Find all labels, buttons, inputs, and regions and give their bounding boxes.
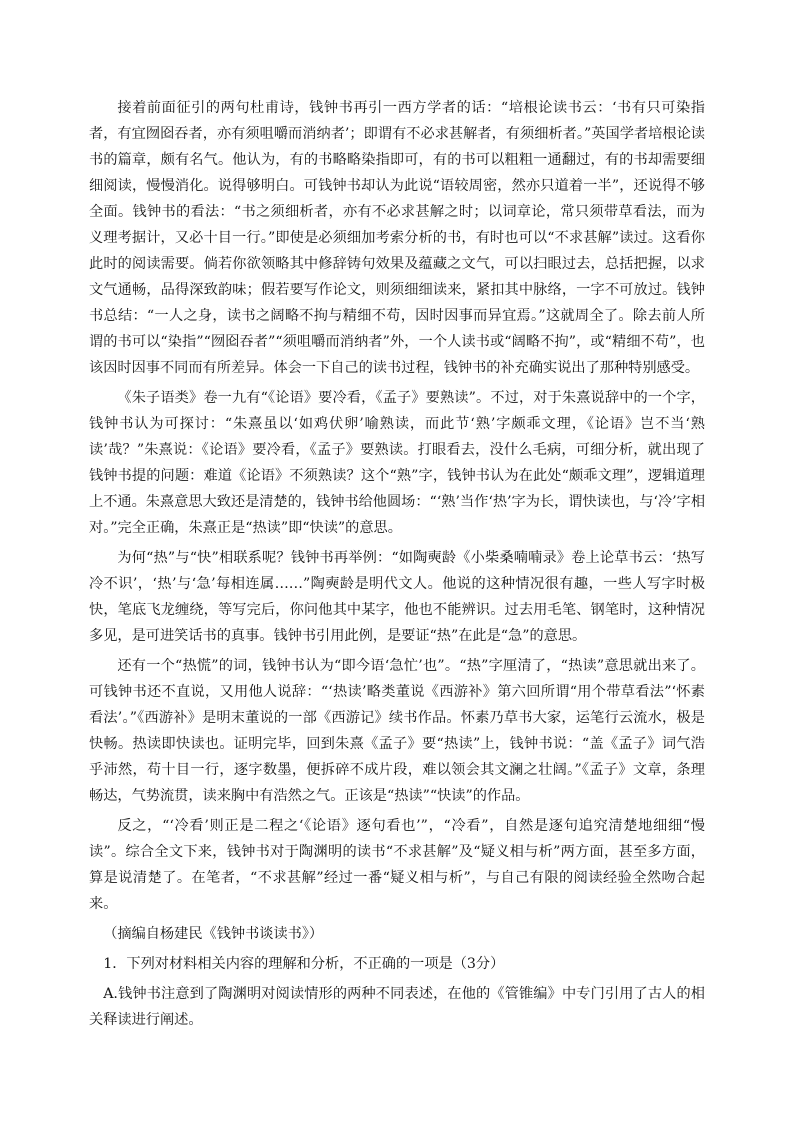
article-paragraph-2: 《朱子语类》卷一九有“《论语》要冷看，《孟子》要熟读”。不过，对于朱熹说辞中的一个字，钱钟书认为可探讨：“朱熹虽以‘如鸡伏卵’喻熟读，而此节‘熟’字颇乖文理，《论语》岂不当‘熟读’哉？”朱熹说：《论语》要冷看，《孟子》要熟读。打眼看去，没什么毛病，可细分析，就出现了钱钟书提的问题：难道《论语》不须熟读？这个“熟”字，钱钟书认为在此处“颇乖文理”，逻辑道理上不通。朱熹意思大致还是清楚的，钱钟书给他圆场：“‘熟’当作‘热’字为长，谓快读也，与‘冷’字相对。”完全正确，朱熹正是“热读”即“快读”的意思。 xyxy=(89,390,706,536)
question-stem: 1．下列对材料相关内容的理解和分析，不正确的一项是（3分） xyxy=(103,956,505,972)
article-paragraph-1: 接着前面征引的两句杜甫诗，钱钟书再引一西方学者的话：“培根论读书云：‘书有只可染指者，有宜囫囵吞者，亦有须咀嚼而消纳者’；即谓有不必求甚解者，有须细析者。”英国学者培根论读书的篇章，颇有名气。他认为，有的书略略染指即可，有的书可以粗粗一通翻过，有的书却需要细细阅读，慢慢消化。说得够明白。可钱钟书却认为此说“语较周密，然亦只道着一半”，还说得不够全面。钱钟书的看法：“书之须细析者，亦有不必求甚解之时；以词章论，常只须带草看法，而为义理考据计，又必十目一行。”即使是必须细加考索分析的书，有时也可以“不求甚解”读过。这看你此时的阅读需要。倘若你欲领略其中修辞铸句效果及蕴藏之文气，可以扫眼过去，总括把握，以求文气通畅，品得深致韵味；假若要写作论文，则须细细读来，紧扣其中脉络，一字不可放过。钱钟书总结：“一人之身，读书之阔略不拘与精细不苟，因时因事而异宜焉。”这就周全了。除去前人所谓的书可以“染指”“囫囵吞者”“须咀嚼而消纳者”外，一个人读书或“阔略不拘”，或“精细不苟”，也该因时因事不同而有所差异。体会一下自己的读书过程，钱钟书的补充确实说出了那种特别感受。 xyxy=(89,100,705,376)
article-paragraph-3: 为何“热”与“快”相联系呢？钱钟书再举例：“如陶奭龄《小柴桑喃喃录》卷上论草书云：‘热写冷不识’，‘热’与‘急’每相连属……”陶奭龄是明代文人。他说的这种情况很有趣，一些人写字时极快，笔底飞龙缠绕，等写完后，你问他其中某字，他也不能辨识。过去用毛笔、钢笔时，这种情况多见，是可进笑话书的真事。钱钟书引用此例，是要证“热”在此是“急”的意思。 xyxy=(89,550,705,644)
question-option-a: A.钱钟书注意到了陶渊明对阅读情形的两种不同表述，在他的《管锥编》中专门引用了古人的相关释读进行阐述。 xyxy=(89,986,705,1028)
article-source: （摘编自杨建民《钱钟书谈读书》） xyxy=(103,926,324,942)
article-paragraph-5: 反之，“‘冷看’则正是二程之‘《论语》逐句看也’”，“冷看”，自然是逐句追究清楚地细细“慢读”。综合全文下来，钱钟书对于陶渊明的读书“不求甚解”及“疑义相与析”两方面，甚至多方面，算是说清楚了。在笔者，“不求甚解”经过一番“疑义相与析”，与自己有限的阅读经验全然吻合起来。 xyxy=(89,818,705,912)
document-page xyxy=(89,95,705,1033)
article-paragraph-4: 还有一个“热慌”的词，钱钟书认为“即今语‘急忙’也”。“热”字厘清了，“热读”意思就出来了。可钱钟书还不直说，又用他人说辞：“‘热读’略类董说《西游补》第六回所谓“用个带草看法”‘怀素看法’。”《西游补》是明末董说的一部《西游记》续书作品。怀素乃草书大家，运笔行云流水，极是快畅。热读即快读也。证明完毕，回到朱熹《孟子》要“热读”上，钱钟书说：“盖《孟子》词气浩乎沛然，苟十目一行，逐字数墨，便拆碎不成片段，难以领会其文澜之壮阔。”《孟子》文章，条理畅达，气势流贯，读来胸中有浩然之气。正该是“热读”“快读”的作品。 xyxy=(89,658,705,804)
